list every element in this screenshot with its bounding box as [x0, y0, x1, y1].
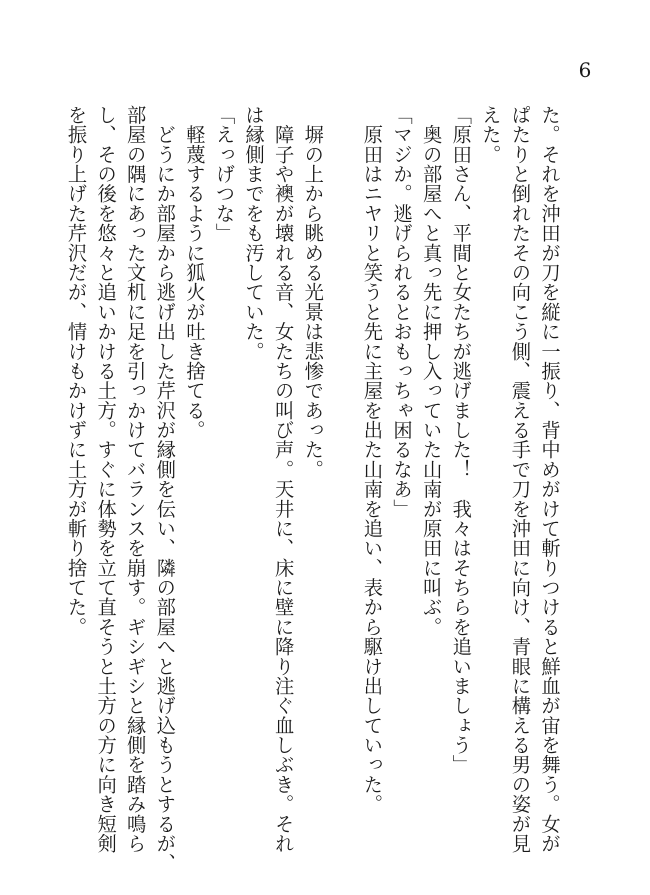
text-line: 塀の上から眺める光景は悲惨であった。: [301, 105, 325, 480]
text-line: を振り上げた芹沢だが、情けもかけずに土方が斬り捨てた。: [64, 105, 88, 637]
text-line: 原田はニヤリと笑うと先に主屋を出た山南を追い、表から駆け出していった。: [360, 105, 384, 814]
text-line: 軽蔑するように狐火が吐き捨てる。: [182, 105, 206, 440]
text-line: えた。: [478, 105, 502, 165]
text-line: は縁側までをも汚していた。: [242, 105, 266, 361]
text-line: どうにか部屋から逃げ出した芹沢が縁側を伝い、隣の部屋へと逃げ込もうとするが、: [153, 105, 177, 873]
text-line: 「原田さん、平間と女たちが逃げました！ 我々はそちらを追いましょう」: [449, 105, 473, 775]
text-line: ぱたりと倒れたその向こう側、震える手で刀を沖田に向け、青眼に構える男の姿が見: [508, 105, 532, 854]
text-line: 奥の部屋へと真っ先に押し入っていた山南が原田に叫ぶ。: [419, 105, 443, 637]
text-line: 障子や襖が壊れる音、女たちの叫び声。天井に、床に壁に降り注ぐ血しぶき。それ: [271, 105, 295, 854]
text-line: た。それを沖田が刀を縦に一振り、背中めがけて斬りつけると鮮血が宙を舞う。女が: [538, 105, 561, 854]
page-number: 6: [578, 58, 592, 82]
text-line: 「マジか。逃げられるとおもっちゃ困るなあ」: [390, 105, 414, 519]
vertical-text-body: [64, 105, 564, 873]
text-line: 「えっげつな」: [212, 105, 236, 243]
text-line: し、その後を悠々と追いかける土方。すぐに体勢を立て直そうと土方の方に向き短剣: [94, 105, 118, 854]
text-line: 部屋の隅にあった文机に足を引っかけてバランスを崩す。ギシギシと縁側を踏み鳴ら: [123, 105, 147, 854]
